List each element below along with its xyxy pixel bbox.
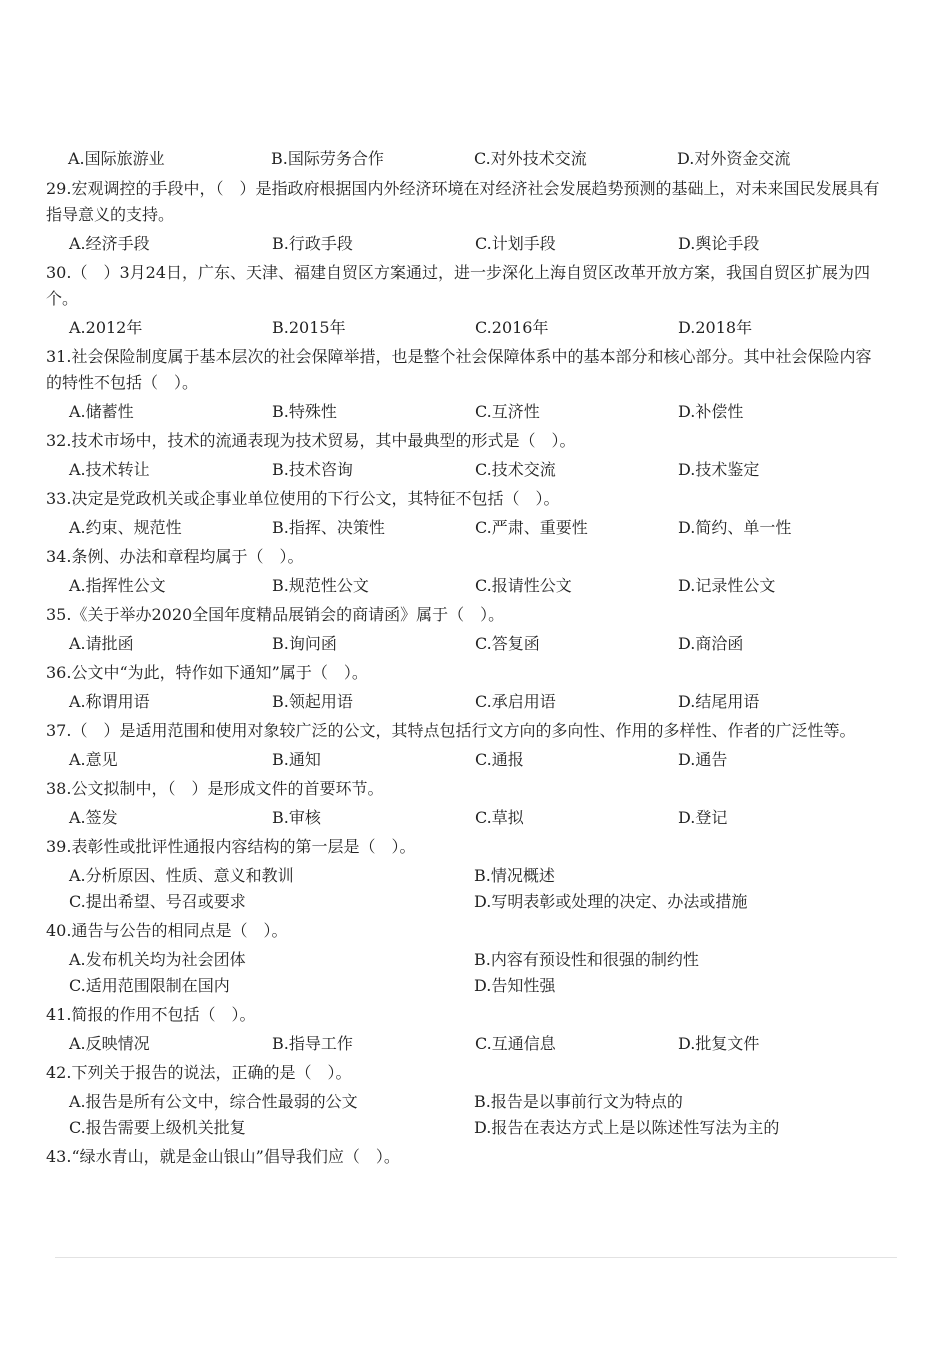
option: B.国际劳务合作: [271, 149, 384, 168]
question-number: 41.: [46, 1005, 72, 1024]
option: D.商洽函: [678, 634, 744, 653]
option: C.互通信息: [475, 1034, 556, 1053]
question-stem: [46, 486, 886, 512]
question-item: [46, 834, 886, 915]
option: D.通告: [678, 750, 728, 769]
option: C.通报: [475, 750, 524, 769]
option: B.2015年: [272, 318, 346, 337]
option: B.指挥、决策性: [272, 518, 385, 537]
option: D.简约、单一性: [678, 518, 792, 537]
question-item: [46, 486, 886, 541]
option-row: [68, 146, 888, 172]
option-row: [46, 863, 886, 915]
question-item: [46, 428, 886, 483]
question-number: 40.: [46, 921, 72, 940]
question-item: [46, 776, 886, 831]
question-number: 33.: [46, 489, 72, 508]
question-item: [46, 718, 886, 773]
question-text: 社会保险制度属于基本层次的社会保障举措，也是整个社会保障体系中的基本部分和核心部分。其中社会保险内容的特性不包括（ ）。: [46, 347, 872, 392]
question-text: 技术市场中，技术的流通表现为技术贸易，其中最典型的形式是（ ）。: [71, 431, 576, 450]
question-number: 43.: [46, 1147, 72, 1166]
question-stem: [46, 1002, 886, 1028]
option: A.指挥性公文: [69, 576, 166, 595]
question-stem: [46, 718, 886, 744]
option: D.技术鉴定: [678, 460, 760, 479]
question-stem: [46, 1144, 886, 1170]
option: A.经济手段: [69, 234, 150, 253]
question-text: 宏观调控的手段中，（ ）是指政府根据国内外经济环境在对经济社会发展趋势预测的基础上，对未来国民发展具有指导意义的支持。: [46, 179, 880, 224]
option: A.报告是所有公文中，综合性最弱的公文: [69, 1092, 358, 1111]
question-text: 通告与公告的相同点是（ ）。: [71, 921, 288, 940]
option: B.指导工作: [272, 1034, 353, 1053]
question-number: 29.: [46, 179, 72, 198]
option: D.舆论手段: [678, 234, 760, 253]
option: B.报告是以事前行文为特点的: [474, 1092, 683, 1111]
question-item: [46, 660, 886, 715]
question-number: 32.: [46, 431, 72, 450]
option-row: [46, 457, 886, 483]
option: B.通知: [272, 750, 321, 769]
option: A.国际旅游业: [68, 149, 165, 168]
option: C.技术交流: [475, 460, 556, 479]
question-item: [46, 344, 886, 425]
option-row: [46, 315, 886, 341]
option: B.审核: [272, 808, 321, 827]
option: D.登记: [678, 808, 728, 827]
option: C.严肃、重要性: [475, 518, 588, 537]
option: A.请批函: [69, 634, 134, 653]
option: B.询问函: [272, 634, 337, 653]
question-text: （ ）是适用范围和使用对象较广泛的公文，其特点包括行文方向的多向性、作用的多样性、作者的广泛性等。: [71, 721, 856, 740]
option: C.报请性公文: [475, 576, 572, 595]
question-stem: [46, 602, 886, 628]
question-number: 39.: [46, 837, 72, 856]
option: A.称谓用语: [69, 692, 150, 711]
question-stem: [46, 834, 886, 860]
question-item: [46, 176, 886, 257]
question-text: 决定是党政机关或企事业单位使用的下行公文，其特征不包括（ ）。: [71, 489, 560, 508]
option-row: [46, 1031, 886, 1057]
option-row: [46, 947, 886, 999]
question-28-options: [68, 146, 888, 168]
question-text: “绿水青山，就是金山银山”倡导我们应（ ）。: [71, 1147, 400, 1166]
question-item: [46, 1144, 886, 1170]
option: C.互济性: [475, 402, 540, 421]
question-number: 42.: [46, 1063, 72, 1082]
option-row: [46, 399, 886, 425]
option: C.适用范围限制在国内: [69, 976, 230, 995]
option-row: [46, 573, 886, 599]
question-stem: [46, 344, 886, 396]
question-stem: [46, 918, 886, 944]
question-number: 38.: [46, 779, 72, 798]
option: C.承启用语: [475, 692, 556, 711]
question-number: 35.: [46, 605, 72, 624]
question-number: 34.: [46, 547, 72, 566]
question-text: 《关于举办2020全国年度精品展销会的商请函》属于（ ）。: [71, 605, 505, 624]
option: D.告知性强: [474, 976, 556, 995]
option: C.报告需要上级机关批复: [69, 1118, 246, 1137]
question-stem: [46, 544, 886, 570]
question-text: 公文拟制中，（ ）是形成文件的首要环节。: [71, 779, 384, 798]
question-list: [46, 176, 886, 1170]
option: C.草拟: [475, 808, 524, 827]
option-row: [46, 631, 886, 657]
option: D.批复文件: [678, 1034, 760, 1053]
option: D.2018年: [678, 318, 753, 337]
option: D.记录性公文: [678, 576, 776, 595]
option: D.写明表彰或处理的决定、办法或措施: [474, 892, 748, 911]
question-number: 36.: [46, 663, 72, 682]
option: D.补偿性: [678, 402, 744, 421]
option: C.答复函: [475, 634, 540, 653]
option: B.行政手段: [272, 234, 353, 253]
question-item: [46, 602, 886, 657]
option: B.情况概述: [474, 866, 555, 885]
question-text: 表彰性或批评性通报内容结构的第一层是（ ）。: [71, 837, 416, 856]
option: D.对外资金交流: [677, 149, 791, 168]
question-item: [46, 918, 886, 999]
option: A.意见: [69, 750, 118, 769]
option: D.报告在表达方式上是以陈述性写法为主的: [474, 1118, 780, 1137]
option: B.技术咨询: [272, 460, 353, 479]
question-stem: [46, 1060, 886, 1086]
question-number: 31.: [46, 347, 72, 366]
option-row: [46, 231, 886, 257]
option-row: [46, 747, 886, 773]
option: B.特殊性: [272, 402, 337, 421]
option-row: [46, 689, 886, 715]
question-number: 30.: [46, 263, 72, 282]
option: A.分析原因、性质、意义和教训: [69, 866, 294, 885]
option: C.2016年: [475, 318, 549, 337]
option: A.反映情况: [69, 1034, 150, 1053]
option: D.结尾用语: [678, 692, 760, 711]
option: C.提出希望、号召或要求: [69, 892, 246, 911]
option-row: [46, 515, 886, 541]
question-stem: [46, 776, 886, 802]
option: B.领起用语: [272, 692, 353, 711]
footer-divider: [55, 1257, 897, 1258]
option: C.对外技术交流: [474, 149, 587, 168]
option: A.约束、规范性: [69, 518, 182, 537]
option-row: [46, 1089, 886, 1141]
option: B.规范性公文: [272, 576, 369, 595]
question-text: 公文中“为此，特作如下通知”属于（ ）。: [71, 663, 368, 682]
question-stem: [46, 428, 886, 454]
question-item: [46, 1060, 886, 1141]
option: B.内容有预设性和很强的制约性: [474, 950, 699, 969]
option: A.储蓄性: [69, 402, 134, 421]
option: A.2012年: [69, 318, 143, 337]
question-item: [46, 260, 886, 341]
question-number: 37.: [46, 721, 72, 740]
option: A.发布机关均为社会团体: [69, 950, 246, 969]
question-text: （ ）3月24日，广东、天津、福建自贸区方案通过，进一步深化上海自贸区改革开放方案，我国自贸区扩展为四个。: [46, 263, 870, 308]
question-item: [46, 1002, 886, 1057]
question-stem: [46, 660, 886, 686]
option: C.计划手段: [475, 234, 556, 253]
question-text: 条例、办法和章程均属于（ ）。: [71, 547, 304, 566]
question-item: [46, 544, 886, 599]
option-row: [46, 805, 886, 831]
option: A.签发: [69, 808, 118, 827]
question-text: 简报的作用不包括（ ）。: [71, 1005, 256, 1024]
question-stem: [46, 176, 886, 228]
question-text: 下列关于报告的说法，正确的是（ ）。: [71, 1063, 352, 1082]
option: A.技术转让: [69, 460, 150, 479]
question-stem: [46, 260, 886, 312]
